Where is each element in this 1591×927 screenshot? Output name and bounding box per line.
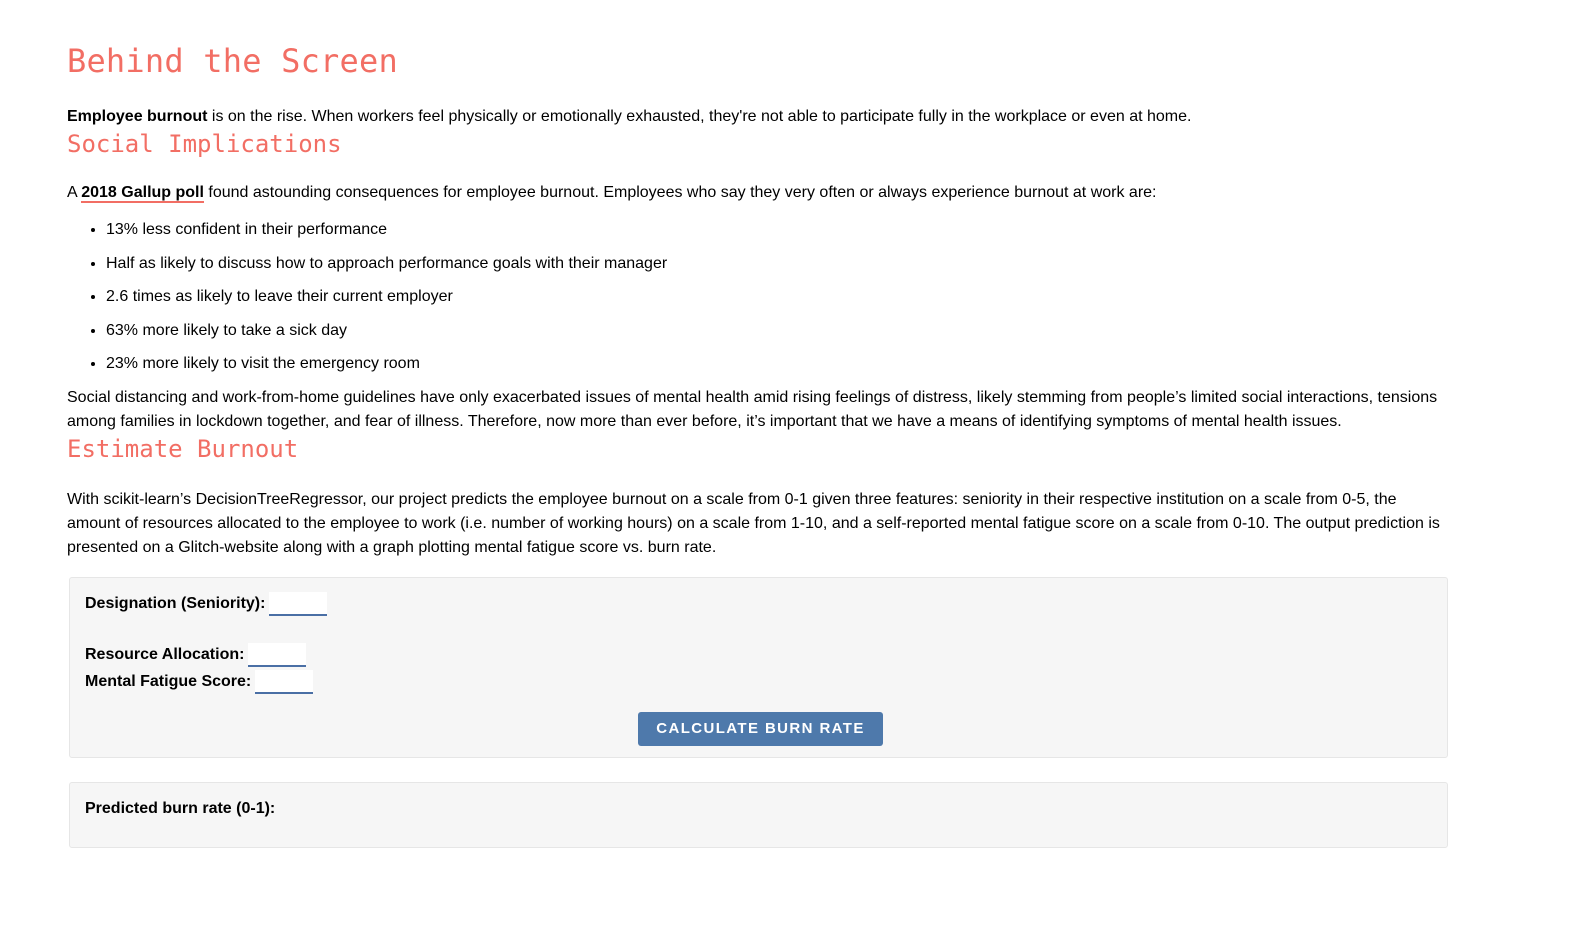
estimate-paragraph: With scikit-learn’s DecisionTreeRegressor, our project predicts the employee burnout on a scale from 0-1 given three features: seniority in their respective institution on a scale from 0-5, the amount of resources allocated to the employee to work (i.e. number of working hours) on a scale from 1-10, and a self-reported mental fatigue score on a scale from 0-10. The output prediction is presented on a Glitch-website along with a graph plotting mental fatigue score vs. burn rate. [67, 490, 1440, 556]
list-item: • 23% more likely to visit the emergency room [106, 352, 1457, 376]
resource-label: Resource Allocation: [85, 645, 245, 663]
list-item: • 13% less confident in their performance [106, 218, 1457, 242]
social-paragraph: Social distancing and work-from-home guidelines have only exacerbated issues of mental health amid rising feelings of distress, likely stemming from people’s limited social interactions, tensions among families in lockdown together, and fear of illness. Therefore, now more than ever before, it’s important that we have a means of identifying symptoms of mental health issues. [67, 388, 1438, 430]
predicted-burn-rate-label [85, 799, 275, 819]
intro-paragraph [67, 105, 1457, 129]
resource-input[interactable] [248, 643, 306, 667]
social-implications-heading: Social Implications [67, 130, 342, 158]
estimate-burnout-heading: Estimate Burnout [67, 434, 299, 463]
calculate-burn-rate-button[interactable]: CALCULATE BURN RATE [638, 712, 883, 746]
resource-row [85, 643, 306, 667]
gallup-suffix: found astounding consequences for employee burnout. Employees who say they very often or always experience burnout at work are: [203, 184, 1157, 201]
list-item: • 2.6 times as likely to leave their current employer [106, 285, 1457, 309]
intro-bold-term: Employee burnout [67, 108, 208, 125]
gallup-paragraph [67, 181, 1457, 205]
designation-label: Designation (Seniority): [85, 594, 266, 612]
designation-input[interactable] [269, 592, 327, 616]
intro-text: is on the rise. When workers feel physically or emotionally exhausted, they're not able to participate fully in the workplace or even at home. [207, 108, 1192, 125]
gallup-poll-link[interactable]: 2018 Gallup poll [81, 184, 204, 201]
list-item: • 63% more likely to take a sick day [106, 319, 1457, 343]
gallup-prefix: A [67, 184, 82, 201]
burnout-stats-list [67, 218, 1457, 376]
result-panel [69, 782, 1448, 848]
burnout-form [69, 577, 1448, 758]
result-label-text: Predicted burn rate (0-1): [85, 799, 276, 817]
fatigue-row [85, 670, 313, 694]
fatigue-input[interactable] [255, 670, 313, 694]
page-title: Behind the Screen [67, 42, 398, 80]
list-item: • Half as likely to discuss how to approach performance goals with their manager [106, 252, 1457, 276]
fatigue-label: Mental Fatigue Score: [85, 672, 252, 690]
designation-row [85, 592, 327, 616]
